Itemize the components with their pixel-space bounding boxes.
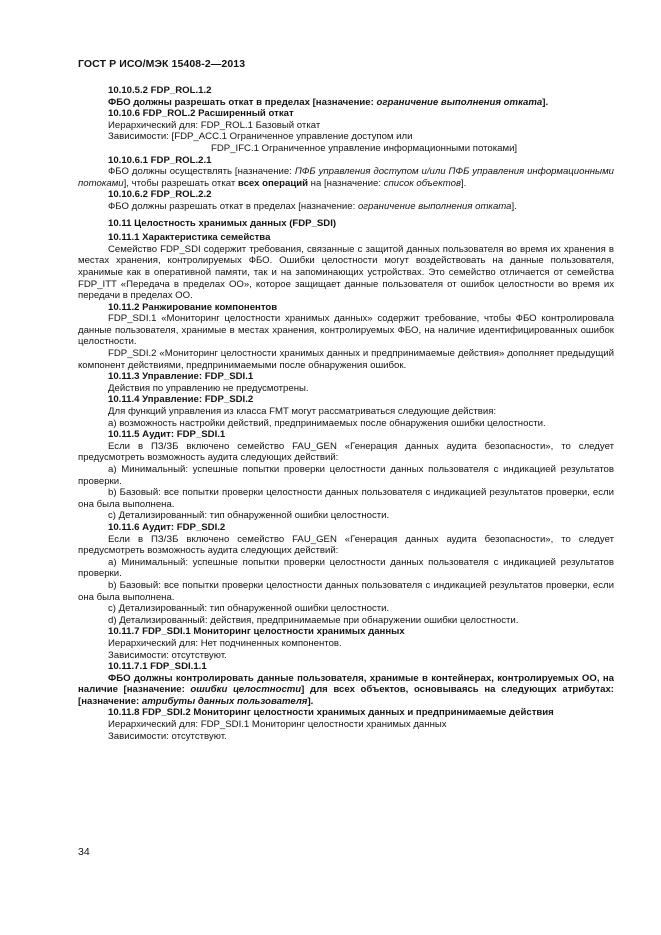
clause-heading: 10.11.1 Характеристика семейства	[108, 232, 271, 244]
clause-heading: 10.11.7.1 FDP_SDI.1.1	[108, 661, 207, 673]
requirement-text: ФБО должны разрешать откат в пределах [назначение: ограничение выполнения отката].	[108, 200, 517, 212]
list-item: c) Детализированный: тип обнаруженной ошибки целостности.	[108, 603, 390, 615]
body-paragraph: Если в ПЗ/ЗБ включено семейство FAU_GEN «Генерация данных аудита безопасности», то следует предусмотреть возможность аудита следующих действий:	[78, 533, 614, 557]
clause-heading: 10.11.7 FDP_SDI.1 Мониторинг целостности хранимых данных	[108, 626, 405, 638]
clause-heading: 10.11.3 Управление: FDP_SDI.1	[108, 371, 254, 383]
hierarchy-line: Иерархический для: Нет подчиненных компонентов.	[108, 637, 342, 649]
requirement-text: ФБО должны осуществлять [назначение: ПФБ управления доступом и/или ПФБ управления информационными потоками], чтобы разрешать откат всех операций на [назначение: список объектов].	[78, 166, 614, 189]
body-paragraph: Для функций управления из класса FMT могут рассматриваться следующие действия:	[108, 406, 497, 418]
body-paragraph: FDP_SDI.2 «Мониторинг целостности хранимых данных и предпринимаемые действия» дополняет предыдущий компонент действиями, предпринимаемыми после обнаружения ошибок.	[78, 348, 614, 371]
body-paragraph: Семейство FDP_SDI содержит требования, связанные с защитой данных пользователя во время их хранения в местах хранения, контролируемых ФБО. Ошибки целостности могут воздействовать на данные пользователя, хранимые как в оперативной памяти, так и на запоминающих устройствах. Это семейство отличается от семейства FDP_ITT «Передача в пределах ОО», которое защищает данные пользователя от ошибок целостности во время их передачи в пределах ОО.	[78, 243, 614, 302]
hierarchy-line: Иерархический для: FDP_ROL.1 Базовый откат	[108, 119, 321, 131]
clause-heading: 10.10.6.1 FDP_ROL.2.1	[108, 154, 212, 166]
list-item: b) Базовый: все попытки проверки целостности данных пользователя с индикацией результатов проверки, если она была выполнена.	[78, 579, 614, 603]
dependencies-line: Зависимости: отсутствуют.	[108, 649, 227, 661]
clause-heading: 10.11.6 Аудит: FDP_SDI.2	[108, 521, 226, 533]
list-item: a) Минимальный: успешные попытки проверки целостности данных пользователя с индикацией результатов проверки.	[78, 464, 614, 487]
dependencies-continuation: FDP_IFC.1 Ограниченное управление информационными потоками]	[211, 142, 518, 154]
clause-heading: 10.11.2 Ранжирование компонентов	[108, 301, 278, 313]
clause-heading: 10.11.8 FDP_SDI.2 Мониторинг целостности хранимых данных и предпринимаемые действия	[108, 707, 554, 719]
page-header: ГОСТ Р ИСО/МЭК 15408-2—2013	[78, 58, 246, 70]
list-item: b) Базовый: все попытки проверки целостности данных пользователя с индикацией результатов проверки, если она была выполнена.	[78, 487, 614, 510]
dependencies-line: Зависимости: отсутствуют.	[108, 730, 227, 742]
page-content	[78, 85, 614, 742]
section-heading: 10.11 Целостность хранимых данных (FDP_SDI)	[108, 217, 337, 229]
hierarchy-line: Иерархический для: FDP_SDI.1 Мониторинг целостности хранимых данных	[108, 719, 447, 731]
body-paragraph: Если в ПЗ/ЗБ включено семейство FAU_GEN «Генерация данных аудита безопасности», то следует предусмотреть возможность аудита следующих действий:	[78, 440, 614, 464]
requirement-text: ФБО должны разрешать откат в пределах [назначение: ограничение выполнения отката].	[108, 96, 549, 108]
list-item: c) Детализированный: тип обнаруженной ошибки целостности.	[108, 510, 390, 522]
page-number: 34	[78, 846, 90, 858]
clause-heading: 10.11.5 Аудит: FDP_SDI.1	[108, 429, 226, 441]
list-item: d) Детализированный: действия, предпринимаемые при обнаружении ошибки целостности.	[108, 614, 519, 626]
clause-heading: 10.10.6 FDP_ROL.2 Расширенный откат	[108, 108, 294, 120]
body-paragraph: FDP_SDI.1 «Мониторинг целостности хранимых данных» содержит требование, чтобы ФБО контролировала данные пользователя, хранимые в местах хранения, контролируемых ФБО, на наличие идентифицированных ошибок целостности.	[78, 313, 614, 348]
body-paragraph: Действия по управлению не предусмотрены.	[108, 382, 309, 394]
clause-heading: 10.10.5.2 FDP_ROL.1.2	[108, 85, 212, 96]
clause-heading: 10.10.6.2 FDP_ROL.2.2	[108, 189, 212, 201]
list-item: a) возможность настройки действий, предпринимаемых после обнаружения ошибки целостности.	[108, 417, 546, 429]
clause-heading: 10.11.4 Управление: FDP_SDI.2	[108, 394, 254, 406]
requirement-text: ФБО должны контролировать данные пользователя, хранимые в контейнерах, контролируемых ОО, на наличие [назначение: ошибки целостности] для всех объектов, основываясь на следующих атрибутах: [назначение: атрибуты данных пользователя].	[78, 672, 614, 707]
dependencies-line: Зависимости: [FDP_ACC.1 Ограниченное управление доступом или	[108, 131, 413, 143]
list-item: a) Минимальный: успешные попытки проверки целостности данных пользователя с индикацией результатов проверки.	[78, 556, 614, 580]
